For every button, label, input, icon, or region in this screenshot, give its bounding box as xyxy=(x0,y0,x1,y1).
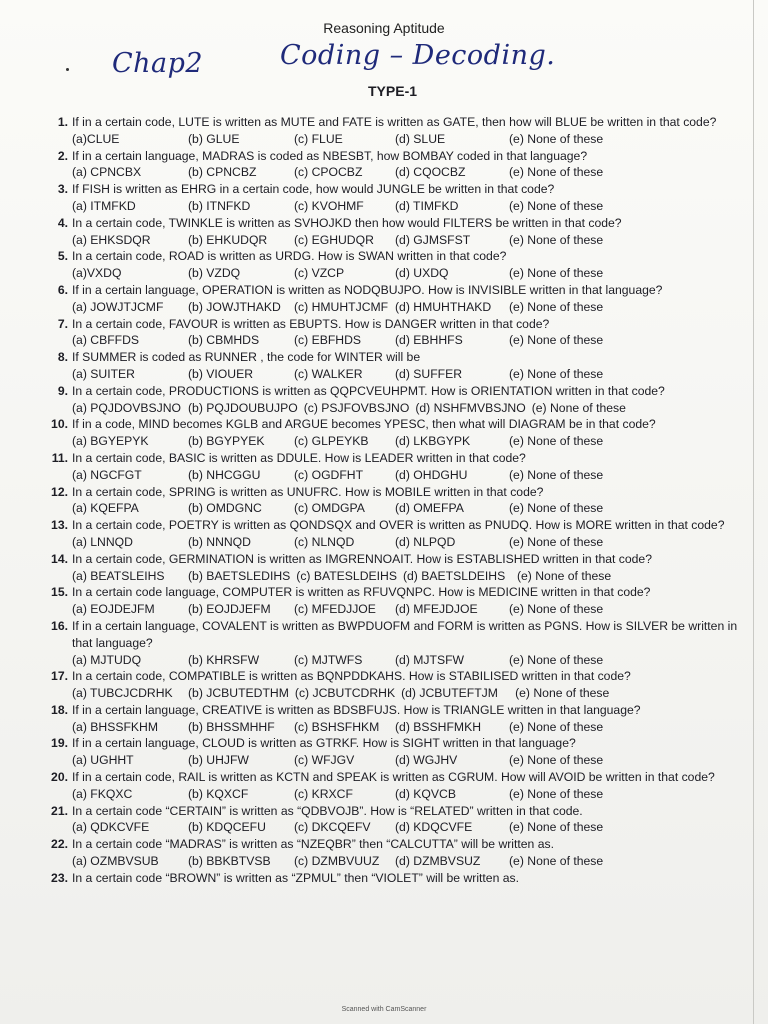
question-item xyxy=(40,484,748,518)
question-number: 21. xyxy=(51,803,68,818)
answer-option: (d) CQOCBZ xyxy=(395,165,466,180)
question-body xyxy=(72,416,748,450)
answer-option: (c) KVOHMF xyxy=(294,198,364,213)
question-number: 14. xyxy=(51,551,68,566)
question-body xyxy=(72,769,748,803)
answer-option: (d) BSSHFMKH xyxy=(395,719,481,734)
answer-option: (e) None of these xyxy=(509,854,604,869)
topic-handwritten: Coding – Decoding. xyxy=(280,40,556,71)
answer-option: (e) None of these xyxy=(509,467,604,482)
question-number: 11. xyxy=(51,450,68,465)
question-item xyxy=(40,735,748,769)
answer-option: (e) None of these xyxy=(509,299,604,314)
answer-option: (a)VXDQ xyxy=(72,266,122,281)
question-item xyxy=(40,215,748,249)
question-item xyxy=(40,702,748,736)
answer-option: (b) KQXCF xyxy=(188,786,249,801)
question-text: If in a certain code, LUTE is written as MUTE and FATE is written as GATE, then how will BLUE be written in that code? xyxy=(72,115,717,129)
question-number: 5. xyxy=(57,249,68,264)
question-number: 8. xyxy=(57,350,68,365)
answer-option: (b) UHJFW xyxy=(188,753,249,768)
options-row xyxy=(72,719,748,736)
options-row xyxy=(72,652,748,669)
answer-option: (c) FLUE xyxy=(294,131,343,146)
question-item xyxy=(40,836,748,870)
question-text: If in a certain language, MADRAS is coded as NBESBT, how BOMBAY coded in that language? xyxy=(72,148,588,163)
answer-option: (b) KDQCEFU xyxy=(188,820,266,835)
options-row xyxy=(72,601,748,618)
answer-option: (c) JCBUTCDRHK xyxy=(294,686,396,701)
answer-option: (e) None of these xyxy=(509,434,604,449)
question-text: If in a certain language, COVALENT is written as BWPDUOFM and FORM is written as PGNS. How is SILVER be written in that language? xyxy=(72,618,738,650)
question-item xyxy=(40,349,748,383)
question-item xyxy=(40,450,748,484)
answer-option: (b) GLUE xyxy=(188,131,240,146)
question-item xyxy=(40,248,748,282)
question-body xyxy=(72,316,748,350)
question-number: 12. xyxy=(51,484,68,499)
question-text: In a certain code, PRODUCTIONS is written as QQPCVEUHPMT. How is ORIENTATION written in that code? xyxy=(72,383,665,398)
answer-option: (b) BHSSMHHF xyxy=(188,719,275,734)
answer-option: (a) QDKCVFE xyxy=(72,820,150,835)
options-row xyxy=(72,467,748,484)
options-row xyxy=(72,131,748,148)
options-row xyxy=(72,366,748,383)
answer-option: (c) KRXCF xyxy=(294,786,353,801)
answer-option: (d) SUFFER xyxy=(395,366,463,381)
question-body xyxy=(72,248,748,282)
answer-option: (a) KQEFPA xyxy=(72,501,139,516)
answer-option: (d) EBHHFS xyxy=(395,333,463,348)
question-number: 16. xyxy=(51,618,68,633)
answer-option: (d) OMEFPA xyxy=(395,501,464,516)
answer-option: (b) NHCGGU xyxy=(188,467,261,482)
answer-option: (b) EHKUDQR xyxy=(188,232,268,247)
answer-option: (b) ITNFKD xyxy=(188,198,251,213)
options-row xyxy=(72,198,748,215)
answer-option: (a) ITMFKD xyxy=(72,198,136,213)
question-number: 22. xyxy=(51,837,68,852)
answer-option: (e) None of these xyxy=(516,568,612,583)
options-row xyxy=(72,752,748,769)
question-text: In a certain code, ROAD is written as URDG. How is SWAN written in that code? xyxy=(72,249,507,264)
answer-option: (b) BAETSLEDIHS xyxy=(188,568,291,583)
answer-option: (d) DZMBVSUZ xyxy=(395,854,481,869)
answer-option: (a) TUBCJCDRHK xyxy=(72,686,173,701)
answer-option: (b) EOJDJEFM xyxy=(188,602,271,617)
answer-option: (c) DZMBVUUZ xyxy=(294,854,380,869)
answer-option: (c) EGHUDQR xyxy=(294,232,374,247)
options-row xyxy=(72,819,748,836)
answer-option: (b) JOWJTHAKD xyxy=(188,299,281,314)
answer-option: (a) PQJDOVBSJNO xyxy=(72,400,182,415)
answer-option: (c) MJTWFS xyxy=(294,652,363,667)
answer-option: (c) GLPEYKB xyxy=(294,434,369,449)
answer-option: (a) FKQXC xyxy=(72,786,133,801)
answer-option: (e) None of these xyxy=(509,602,604,617)
answer-option: (b) PQJDOUBUJPO xyxy=(188,400,298,415)
type-label: TYPE-1 xyxy=(368,83,418,99)
question-body xyxy=(72,517,748,551)
question-text: In a certain code, TWINKLE is written as SVHOJKD then how would FILTERS be written in that code? xyxy=(72,215,622,230)
question-text: In a certain code “CERTAIN” is written as “QDBVOJB”. How is “RELATED” written in that code. xyxy=(72,803,583,818)
question-item xyxy=(40,416,748,450)
answer-option: (c) WFJGV xyxy=(294,753,355,768)
question-text: If FISH is written as EHRG in a certain code, how would JUNGLE be written in that code? xyxy=(72,182,555,197)
options-row xyxy=(72,400,748,417)
question-text: In a certain code, GERMINATION is written as IMGRENNOAIT. How is ESTABLISHED written in that code? xyxy=(72,551,652,566)
options-row xyxy=(72,299,748,316)
question-item xyxy=(40,769,748,803)
question-number: 6. xyxy=(57,282,68,297)
question-item xyxy=(40,282,748,316)
question-body xyxy=(72,584,748,618)
answer-option: (b) JCBUTEDTHM xyxy=(188,686,289,701)
answer-option: (c) CPOCBZ xyxy=(294,165,363,180)
answer-option: (a) OZMBVSUB xyxy=(72,854,159,869)
answer-option: (e) None of these xyxy=(509,366,604,381)
answer-option: (d) KQVCB xyxy=(395,786,456,801)
options-row xyxy=(72,568,748,585)
answer-option: (d) JCBUTEFTJM xyxy=(401,686,498,701)
answer-option: (d) MJTSFW xyxy=(395,652,465,667)
question-item xyxy=(40,383,748,417)
answer-option: (b) NNNQD xyxy=(188,534,251,549)
chapter-handwritten: Chap2 xyxy=(112,48,204,79)
question-number: 20. xyxy=(51,770,68,785)
question-body xyxy=(72,349,748,383)
question-body xyxy=(72,803,748,837)
question-body xyxy=(72,181,748,215)
question-item xyxy=(40,316,748,350)
answer-option: (c) MFEDJJOE xyxy=(294,602,376,617)
question-item xyxy=(40,114,748,148)
question-number: 2. xyxy=(57,148,68,163)
answer-option: (c) HMUHTJCMF xyxy=(294,299,389,314)
pen-dot xyxy=(66,68,69,71)
question-body xyxy=(72,450,748,484)
options-row xyxy=(72,265,748,282)
answer-option: (d) WGJHV xyxy=(395,753,458,768)
question-number: 17. xyxy=(51,669,68,684)
answer-option: (c) BATESLDEIHS xyxy=(296,568,397,583)
answer-option: (a) MJTUDQ xyxy=(72,652,142,667)
answer-option: (b) BBKBTVSB xyxy=(188,854,271,869)
answer-option: (c) OGDFHT xyxy=(294,467,364,482)
question-number: 23. xyxy=(51,870,68,885)
answer-option: (a) BHSSFKHM xyxy=(72,719,158,734)
answer-option: (a) LNNQD xyxy=(72,534,133,549)
answer-option: (a) UGHHT xyxy=(72,753,134,768)
answer-option: (d) OHDGHU xyxy=(395,467,468,482)
answer-option: (e) None of these xyxy=(509,652,604,667)
question-number: 7. xyxy=(57,316,68,331)
answer-option: (d) BAETSLDEIHS xyxy=(402,568,506,583)
question-body xyxy=(72,148,748,182)
answer-option: (d) HMUHTHAKD xyxy=(395,299,492,314)
answer-option: (e) None of these xyxy=(509,165,604,180)
question-text: If SUMMER is coded as RUNNER , the code for WINTER will be xyxy=(72,350,421,365)
answer-option: (e) None of these xyxy=(515,686,610,701)
answer-option: (a)CLUE xyxy=(72,131,120,146)
answer-option: (a) CPNCBX xyxy=(72,165,142,180)
question-text: In a certain code, FAVOUR is written as EBUPTS. How is DANGER written in that code? xyxy=(72,316,550,331)
question-body xyxy=(72,836,748,870)
question-number: 3. xyxy=(57,182,68,197)
question-number: 13. xyxy=(51,518,68,533)
options-row xyxy=(72,853,748,870)
question-text: In a certain code, POETRY is written as QONDSQX and OVER is written as PNUDQ. How is MORE written in that code? xyxy=(72,518,725,533)
answer-option: (c) PSJFOVBSJNO xyxy=(303,400,410,415)
answer-option: (c) OMDGPA xyxy=(294,501,365,516)
question-body xyxy=(72,618,748,668)
answer-option: (b) VIOUER xyxy=(188,366,254,381)
question-item xyxy=(40,148,748,182)
question-body xyxy=(72,215,748,249)
answer-option: (c) NLNQD xyxy=(294,534,355,549)
answer-option: (d) KDQCVFE xyxy=(395,820,473,835)
answer-option: (e) None of these xyxy=(509,719,604,734)
answer-option: (a) EOJDEJFM xyxy=(72,602,155,617)
answer-option: (a) SUITER xyxy=(72,366,135,381)
question-text: In a certain code “MADRAS” is written as “NZEQBR” then “CALCUTTA” will be written as. xyxy=(72,837,554,852)
question-text: If in a certain language, CLOUD is written as GTRKF. How is SIGHT written in that language? xyxy=(72,736,576,751)
question-body xyxy=(72,702,748,736)
answer-option: (c) DKCQEFV xyxy=(294,820,371,835)
answer-option: (a) EHKSDQR xyxy=(72,232,151,247)
options-row xyxy=(72,332,748,349)
answer-option: (e) None of these xyxy=(509,786,604,801)
answer-option: (e) None of these xyxy=(509,820,604,835)
answer-option: (d) NSHFMVBSJNO xyxy=(415,400,526,415)
question-number: 19. xyxy=(51,736,68,751)
answer-option: (b) VZDQ xyxy=(188,266,241,281)
question-number: 18. xyxy=(51,702,68,717)
answer-option: (e) None of these xyxy=(509,232,604,247)
question-number: 15. xyxy=(51,585,68,600)
question-body xyxy=(72,870,748,887)
options-row xyxy=(72,500,748,517)
question-text: In a certain code language, COMPUTER is written as RFUVQNPC. How is MEDICINE written in that code? xyxy=(72,585,651,600)
question-body xyxy=(72,551,748,585)
scanner-footer: Scanned with CamScanner xyxy=(341,1006,427,1013)
answer-option: (d) GJMSFST xyxy=(395,232,471,247)
answer-option: (e) None of these xyxy=(531,400,626,415)
answer-option: (d) SLUE xyxy=(395,131,446,146)
options-row xyxy=(72,786,748,803)
question-item xyxy=(40,668,748,702)
question-item xyxy=(40,618,748,668)
answer-option: (e) None of these xyxy=(509,198,604,213)
answer-option: (c) WALKER xyxy=(294,366,363,381)
question-body xyxy=(72,735,748,769)
options-row xyxy=(72,433,748,450)
answer-option: (c) EBFHDS xyxy=(294,333,362,348)
answer-option: (a) BGYEPYK xyxy=(72,434,149,449)
answer-option: (d) UXDQ xyxy=(395,266,449,281)
question-body xyxy=(72,668,748,702)
answer-option: (b) CPNCBZ xyxy=(188,165,257,180)
answer-option: (d) TIMFKD xyxy=(395,198,459,213)
answer-option: (d) NLPQD xyxy=(395,534,456,549)
question-item xyxy=(40,870,748,887)
options-row xyxy=(72,534,748,551)
answer-option: (d) LKBGYPK xyxy=(395,434,471,449)
question-body xyxy=(72,383,748,417)
question-item xyxy=(40,584,748,618)
question-text: If in a certain language, OPERATION is written as NODQBUJPO. How is INVISIBLE written in that language? xyxy=(72,282,663,297)
answer-option: (a) CBFFDS xyxy=(72,333,140,348)
options-row xyxy=(72,164,748,181)
question-text: If in a certain language, CREATIVE is written as BDSBFUJS. How is TRIANGLE written in that language? xyxy=(72,702,641,717)
options-row xyxy=(72,685,748,702)
answer-option: (e) None of these xyxy=(509,131,604,146)
answer-option: (d) MFEJDJOE xyxy=(395,602,478,617)
answer-option: (a) NGCFGT xyxy=(72,467,142,482)
question-text: In a certain code “BROWN” is written as “ZPMUL” then “VIOLET” will be written as. xyxy=(72,870,519,885)
question-item xyxy=(40,517,748,551)
question-text: In a certain code, SPRING is written as UNUFRC. How is MOBILE written in that code? xyxy=(72,484,544,499)
question-item xyxy=(40,181,748,215)
question-text: If in a code, MIND becomes KGLB and ARGUE becomes YPESC, then what will DIAGRAM be in that code? xyxy=(72,417,656,432)
answer-option: (a) JOWJTJCMF xyxy=(72,299,164,314)
answer-option: (b) KHRSFW xyxy=(188,652,260,667)
answer-option: (e) None of these xyxy=(509,501,604,516)
answer-option: (e) None of these xyxy=(509,753,604,768)
answer-option: (b) BGYPYEK xyxy=(188,434,265,449)
question-body xyxy=(72,484,748,518)
question-text: In a certain code, BASIC is written as DDULE. How is LEADER written in that code? xyxy=(72,450,526,465)
answer-option: (e) None of these xyxy=(509,534,604,549)
question-text: In a certain code, COMPATIBLE is written as BQNPDDKAHS. How is STABILISED written in that code? xyxy=(72,669,631,684)
answer-option: (c) BSHSFHKM xyxy=(294,719,380,734)
answer-option: (e) None of these xyxy=(509,266,604,281)
question-body xyxy=(72,114,748,148)
question-item xyxy=(40,803,748,837)
answer-option: (b) OMDGNC xyxy=(188,501,262,516)
answer-option: (b) CBMHDS xyxy=(188,333,260,348)
question-number: 9. xyxy=(57,383,68,398)
page-edge xyxy=(753,0,754,1024)
question-text: If in a certain code, RAIL is written as KCTN and SPEAK is written as CGRUM. How will AVOID be written in that code? xyxy=(72,770,715,785)
question-item xyxy=(40,551,748,585)
answer-option: (a) BEATSLEIHS xyxy=(72,568,165,583)
answer-option: (e) None of these xyxy=(509,333,604,348)
question-number: 4. xyxy=(57,215,68,230)
options-row xyxy=(72,232,748,249)
question-number: 10. xyxy=(51,417,68,432)
answer-option: (c) VZCP xyxy=(294,266,345,281)
question-body xyxy=(72,282,748,316)
question-number: 1. xyxy=(57,115,68,129)
subject-heading: Reasoning Aptitude xyxy=(323,20,445,36)
question-list xyxy=(40,114,748,887)
